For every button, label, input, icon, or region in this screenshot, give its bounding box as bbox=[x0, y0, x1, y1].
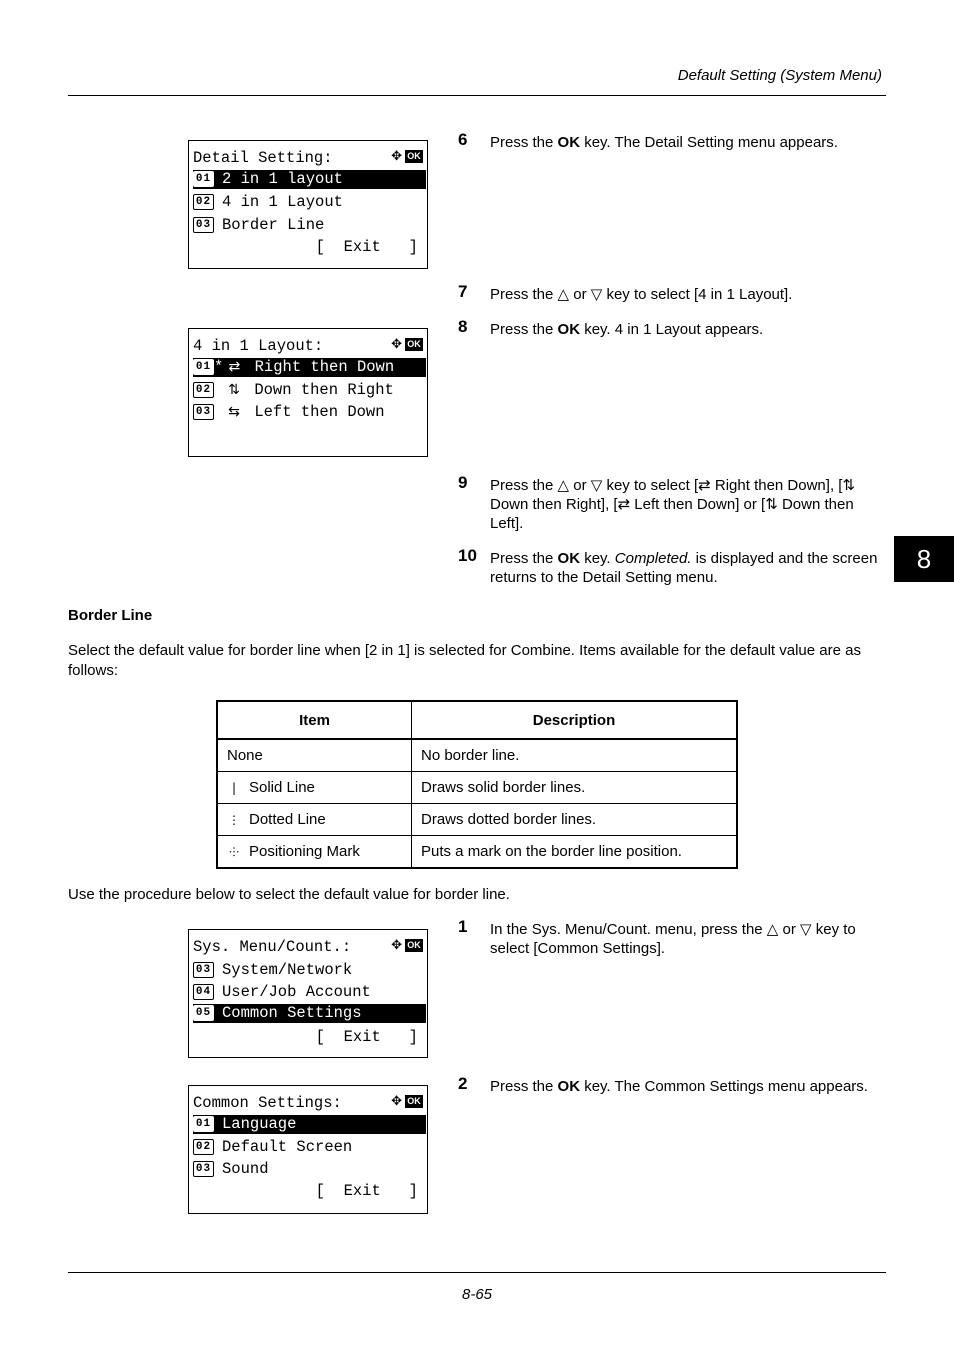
item-cell bbox=[217, 772, 412, 804]
step-text-part: is displayed and the screen returns to the Detail Setting menu. bbox=[490, 550, 878, 586]
step-7 bbox=[458, 282, 884, 304]
item-label: Dotted Line bbox=[249, 811, 326, 828]
row-label: Default Screen bbox=[222, 1138, 353, 1156]
lcd-row bbox=[193, 983, 426, 1002]
lcd-row bbox=[193, 170, 426, 189]
step-text: Press the △ or ▽ key to select [⇄ Right then Down], [⇅ Down then Right], [⇄ Left then Down] or [⇅ Down then Left]. bbox=[490, 477, 856, 532]
row-label: Down then Right bbox=[254, 381, 394, 399]
column-header-description: Description bbox=[412, 701, 738, 739]
lcd-exit-softkey: [ Exit ] bbox=[315, 238, 418, 256]
row-label: 2 in 1 layout bbox=[222, 170, 343, 188]
chapter-tab: 8 bbox=[894, 536, 954, 582]
row-label: 4 in 1 Layout bbox=[222, 193, 343, 211]
lcd-title: Sys. Menu/Count.: bbox=[193, 938, 352, 956]
lcd-row bbox=[193, 193, 426, 212]
description-cell: Draws dotted border lines. bbox=[412, 804, 738, 836]
table-row bbox=[217, 836, 737, 869]
step-1 bbox=[458, 917, 884, 958]
navigation-arrows-icon: ✥ bbox=[391, 938, 402, 953]
step-number: 8 bbox=[458, 317, 468, 336]
lcd-row bbox=[193, 1160, 426, 1179]
row-number: 03 bbox=[193, 962, 214, 978]
item-cell bbox=[217, 836, 412, 869]
step-text-part: key. bbox=[580, 550, 615, 567]
ok-key-icon: OK bbox=[405, 939, 423, 952]
step-text-part: Press the bbox=[490, 134, 558, 151]
step-number: 1 bbox=[458, 917, 468, 936]
table-row bbox=[217, 772, 737, 804]
item-label: None bbox=[227, 747, 263, 764]
step-text: In the Sys. Menu/Count. menu, press the △ or ▽ key to select [Common Settings]. bbox=[490, 921, 856, 957]
row-label: Sound bbox=[222, 1160, 269, 1178]
lcd-title-icons bbox=[391, 1094, 423, 1109]
ok-key-label: OK bbox=[557, 134, 581, 151]
lcd-title: 4 in 1 Layout: bbox=[193, 337, 324, 355]
step-text-part: key. 4 in 1 Layout appears. bbox=[580, 321, 764, 338]
ok-key-icon: OK bbox=[405, 150, 423, 163]
row-number: 01 bbox=[193, 171, 214, 187]
row-label: User/Job Account bbox=[222, 983, 371, 1001]
running-header-title: Default Setting (System Menu) bbox=[677, 67, 882, 84]
row-number: 04 bbox=[193, 984, 214, 1000]
lcd-row bbox=[193, 961, 426, 980]
procedure-intro: Use the procedure below to select the default value for border line. bbox=[68, 886, 510, 903]
border-line-table bbox=[216, 700, 738, 869]
step-text-part: Press the bbox=[490, 321, 558, 338]
step-9 bbox=[458, 473, 884, 533]
item-label: Positioning Mark bbox=[249, 843, 360, 860]
row-number: 03 bbox=[193, 1161, 214, 1177]
lcd-exit-softkey: [ Exit ] bbox=[315, 1182, 418, 1200]
step-number: 2 bbox=[458, 1074, 468, 1093]
row-number: 01 bbox=[193, 359, 214, 375]
table-header-row bbox=[217, 701, 737, 739]
ok-key-label: OK bbox=[557, 321, 581, 338]
row-number: 03 bbox=[193, 217, 214, 233]
description-cell: No border line. bbox=[412, 739, 738, 772]
lcd-row bbox=[193, 1004, 426, 1023]
ok-key-icon: OK bbox=[405, 338, 423, 351]
step-text bbox=[490, 549, 884, 587]
step-8 bbox=[458, 317, 884, 339]
lcd-exit-softkey: [ Exit ] bbox=[315, 1028, 418, 1046]
step-text bbox=[490, 1077, 884, 1096]
lcd-title: Detail Setting: bbox=[193, 149, 333, 167]
step-number: 9 bbox=[458, 473, 468, 492]
column-header-item: Item bbox=[217, 701, 412, 739]
step-number: 7 bbox=[458, 282, 468, 301]
lcd-common-settings bbox=[188, 1085, 428, 1214]
row-label: Right then Down bbox=[254, 358, 395, 376]
solid-line-icon: | bbox=[231, 781, 237, 795]
step-number: 10 bbox=[458, 546, 477, 565]
header-rule bbox=[68, 95, 886, 96]
positioning-mark-icon: ⸭ bbox=[229, 845, 239, 859]
navigation-arrows-icon: ✥ bbox=[391, 149, 402, 164]
row-label: System/Network bbox=[222, 961, 353, 979]
lcd-row bbox=[193, 403, 426, 422]
row-number: 03 bbox=[193, 404, 214, 420]
default-marker: * bbox=[214, 358, 224, 376]
description-cell: Puts a mark on the border line position. bbox=[412, 836, 738, 869]
step-6 bbox=[458, 130, 884, 152]
step-text-part: key. The Common Settings menu appears. bbox=[580, 1078, 868, 1095]
ok-key-label: OK bbox=[557, 1078, 581, 1095]
step-number: 6 bbox=[458, 130, 468, 149]
row-number: 05 bbox=[193, 1005, 214, 1021]
row-label: Left then Down bbox=[254, 403, 385, 421]
navigation-arrows-icon: ✥ bbox=[391, 1094, 402, 1109]
lcd-sys-menu-count bbox=[188, 929, 428, 1058]
ok-key-icon: OK bbox=[405, 1095, 423, 1108]
section-title: Border Line bbox=[68, 607, 153, 624]
row-number: 01 bbox=[193, 1116, 214, 1132]
lcd-row bbox=[193, 381, 426, 400]
down-then-right-icon: ⇅ bbox=[228, 382, 240, 398]
lcd-title-icons bbox=[391, 149, 423, 164]
row-number: 02 bbox=[193, 1139, 214, 1155]
lcd-detail-setting bbox=[188, 140, 428, 269]
section-intro: Select the default value for border line when [2 in 1] is selected for Combine. Items available for the default value are as follows: bbox=[68, 642, 861, 679]
lcd-title-icons bbox=[391, 938, 423, 953]
step-text-part: Press the bbox=[490, 1078, 558, 1095]
item-label: Solid Line bbox=[249, 779, 315, 796]
row-label: Language bbox=[222, 1115, 297, 1133]
completed-message: Completed. bbox=[614, 550, 692, 567]
step-text: Press the △ or ▽ key to select [4 in 1 Layout]. bbox=[490, 286, 793, 303]
navigation-arrows-icon: ✥ bbox=[391, 337, 402, 352]
lcd-row bbox=[193, 358, 426, 377]
item-cell bbox=[217, 739, 412, 772]
lcd-4in1-layout bbox=[188, 328, 428, 457]
table-row bbox=[217, 804, 737, 836]
step-text-part: key. The Detail Setting menu appears. bbox=[580, 134, 838, 151]
footer-rule bbox=[68, 1272, 886, 1273]
item-cell bbox=[217, 804, 412, 836]
lcd-row bbox=[193, 1138, 426, 1157]
step-10 bbox=[458, 546, 884, 587]
description-cell: Draws solid border lines. bbox=[412, 772, 738, 804]
lcd-title-icons bbox=[391, 337, 423, 352]
right-then-down-icon: ⇄ bbox=[228, 359, 241, 375]
table-row bbox=[217, 739, 737, 772]
row-number: 02 bbox=[193, 194, 214, 210]
lcd-row bbox=[193, 216, 426, 235]
lcd-row bbox=[193, 1115, 426, 1134]
lcd-title: Common Settings: bbox=[193, 1094, 342, 1112]
row-label: Common Settings bbox=[222, 1004, 362, 1022]
step-2 bbox=[458, 1074, 884, 1096]
step-text bbox=[490, 320, 884, 339]
ok-key-label: OK bbox=[557, 550, 581, 567]
dotted-line-icon: ⋮ bbox=[228, 813, 240, 827]
left-then-down-icon: ⇆ bbox=[228, 404, 240, 420]
row-label: Border Line bbox=[222, 216, 325, 234]
step-text-part: Press the bbox=[490, 550, 558, 567]
page-number: 8-65 bbox=[461, 1286, 493, 1303]
step-text bbox=[490, 133, 884, 152]
row-number: 02 bbox=[193, 382, 214, 398]
